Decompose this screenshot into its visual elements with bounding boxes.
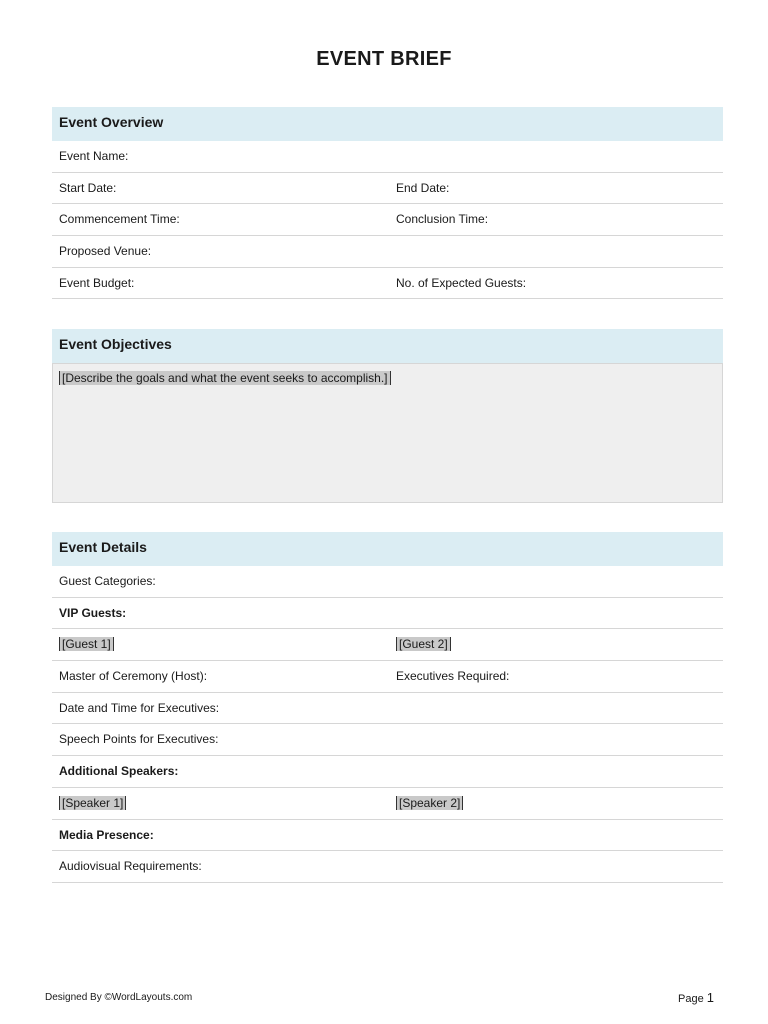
end-date-label: End Date: [396, 180, 450, 195]
event-objectives-section [52, 329, 723, 503]
event-details-section [52, 532, 723, 883]
executives-datetime-row[interactable] [52, 693, 723, 725]
dates-row[interactable] [52, 173, 723, 205]
event-details-header: Event Details [52, 532, 723, 566]
conclusion-time-label: Conclusion Time: [396, 212, 489, 227]
page-title: EVENT BRIEF [316, 48, 452, 70]
guest-1-placeholder[interactable]: [Guest 1] [59, 637, 114, 651]
media-presence-label: Media Presence: [59, 827, 154, 842]
speech-points-row[interactable] [52, 724, 723, 756]
guest-2-placeholder[interactable]: [Guest 2] [396, 637, 451, 651]
footer-page [678, 990, 714, 1005]
speaker-1-placeholder[interactable]: [Speaker 1] [59, 796, 126, 810]
expected-guests-label: No. of Expected Guests: [396, 275, 527, 290]
objectives-placeholder: [Describe the goals and what the event seeks to accomplish.] [59, 371, 391, 385]
master-of-ceremony-label: Master of Ceremony (Host): [59, 669, 208, 684]
footer-credit: Designed By ©WordLayouts.com [45, 992, 193, 1003]
audiovisual-row[interactable] [52, 851, 723, 883]
budget-row[interactable] [52, 268, 723, 300]
executives-required-label: Executives Required: [396, 669, 510, 684]
commencement-time-label: Commencement Time: [59, 212, 180, 227]
venue-row[interactable] [52, 236, 723, 268]
event-budget-label: Event Budget: [59, 275, 135, 290]
start-date-label: Start Date: [59, 180, 117, 195]
event-overview-section [52, 107, 723, 299]
proposed-venue-label: Proposed Venue: [59, 244, 152, 259]
host-row[interactable] [52, 661, 723, 693]
guest-categories-row[interactable] [52, 566, 723, 598]
speakers-placeholder-row[interactable] [52, 788, 723, 820]
media-presence-row[interactable] [52, 820, 723, 852]
date-time-executives-label: Date and Time for Executives: [59, 700, 220, 715]
event-overview-header: Event Overview [52, 107, 723, 141]
event-name-row[interactable] [52, 141, 723, 173]
additional-speakers-row[interactable] [52, 756, 723, 788]
event-objectives-header: Event Objectives [52, 329, 723, 363]
page-number: 1 [706, 990, 714, 1005]
event-name-label: Event Name: [59, 149, 129, 163]
guest-categories-label: Guest Categories: [59, 574, 156, 588]
objectives-text-area[interactable] [52, 363, 723, 503]
times-row[interactable] [52, 204, 723, 236]
audiovisual-label: Audiovisual Requirements: [59, 859, 202, 874]
additional-speakers-label: Additional Speakers: [59, 764, 179, 779]
vip-guests-row[interactable] [52, 598, 723, 630]
page-label: Page [678, 993, 704, 1005]
vip-guests-label: VIP Guests: [59, 605, 127, 620]
guests-placeholder-row[interactable] [52, 629, 723, 661]
speech-points-label: Speech Points for Executives: [59, 732, 219, 747]
speaker-2-placeholder[interactable]: [Speaker 2] [396, 796, 463, 810]
